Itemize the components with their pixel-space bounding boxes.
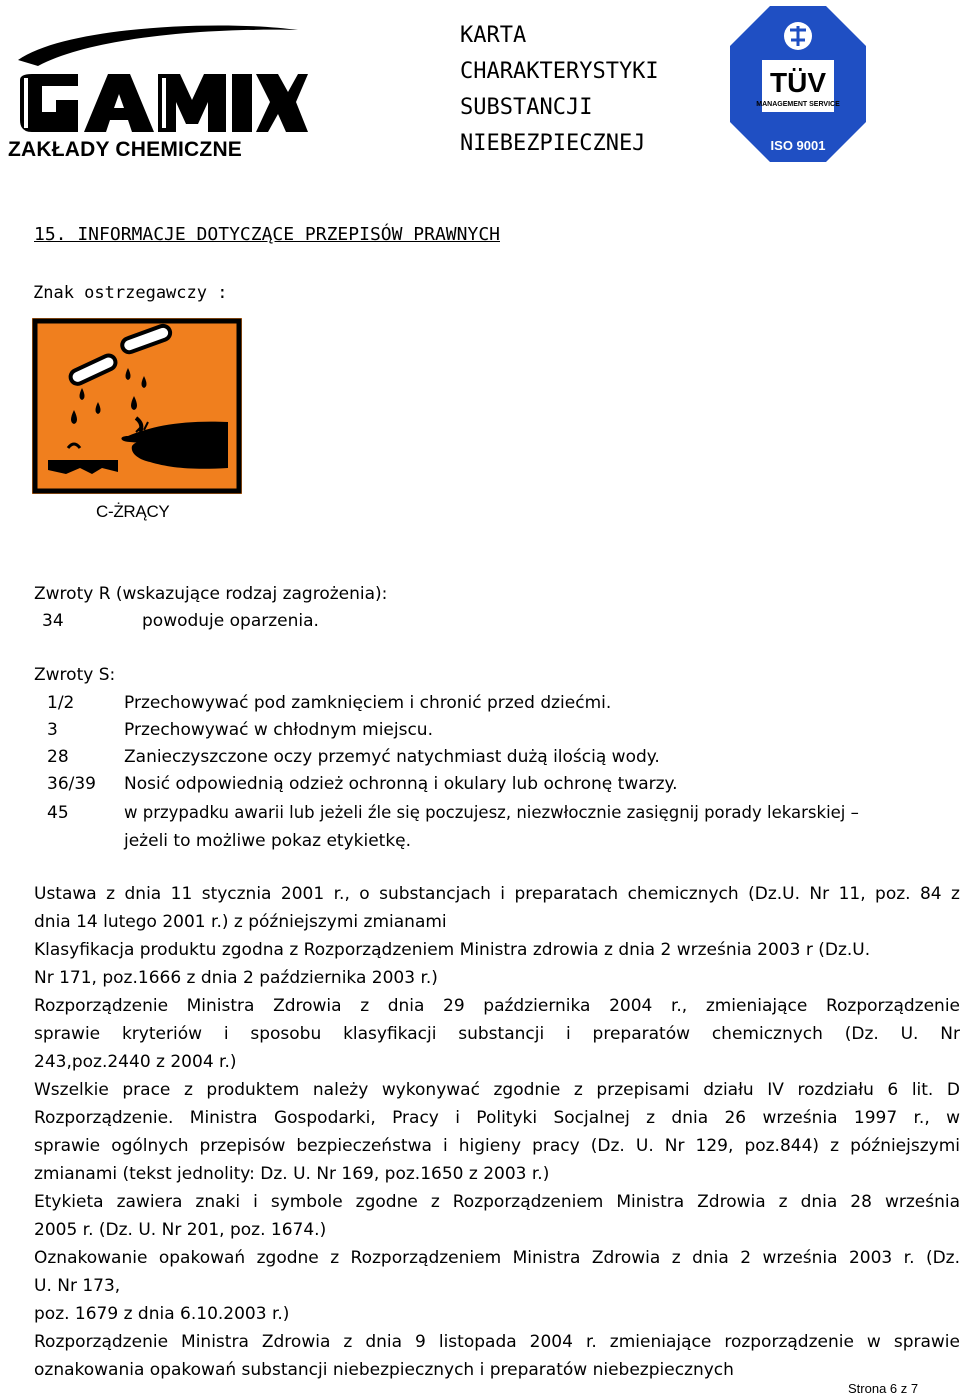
corrosive-hazard-symbol [32, 318, 242, 494]
management-service-label: MANAGEMENT SERVICE [756, 101, 840, 108]
tuv-label: TÜV [770, 67, 826, 98]
legal-line: sprawie kryteriów i sposobu klasyfikacji substancji i preparatów chemicznych (Dz. U. Nr [34, 1024, 960, 1044]
legal-line: Ustawa z dnia 11 stycznia 2001 r., o substancjach i preparatach chemicznych (Dz.U. Nr 11, poz. 84 z [34, 884, 960, 904]
legal-line: 2005 r. (Dz. U. Nr 201, poz. 1674.) [34, 1220, 327, 1240]
legal-line: 243,poz.2440 z 2004 r.) [34, 1052, 237, 1072]
section-title: 15. INFORMACJE DOTYCZĄCE PRZEPISÓW PRAWNYCH [34, 224, 500, 245]
legal-line: oznakowania opakowań substancji niebezpiecznych i preparatów niebezpiecznych [34, 1360, 734, 1380]
title-line: SUBSTANCJI [460, 95, 593, 120]
s-phrase-code: 28 [47, 747, 69, 767]
legal-line: Rozporządzenie Ministra Zdrowia z dnia 9 listopada 2004 r. zmieniające rozporządzenie w sprawie [34, 1332, 960, 1352]
legal-line: Rozporządzenie Ministra Zdrowia z dnia 29 października 2004 r., zmieniające Rozporządzenie [34, 996, 960, 1016]
tuv-octagon-icon [728, 4, 868, 164]
s-phrase-text: Przechowywać w chłodnym miejscu. [124, 720, 433, 740]
title-line: KARTA [460, 23, 527, 48]
legal-line: zmianami (tekst jednolity: Dz. U. Nr 169, poz.1650 z 2003 r.) [34, 1164, 550, 1184]
page-header [0, 0, 960, 172]
page-separator: z [897, 1381, 911, 1396]
s-phrase-text: Nosić odpowiednią odzież ochronną i okulary lub ochronę twarzy. [124, 774, 678, 794]
page-number [848, 1381, 918, 1396]
logo-subtitle: ZAKŁADY CHEMICZNE [8, 138, 243, 161]
s-phrase-text: Zanieczyszczone oczy przemyć natychmiast dużą ilością wody. [124, 747, 660, 767]
legal-line: Nr 171, poz.1666 z dnia 2 października 2003 r.) [34, 968, 438, 988]
r-phrase-code: 34 [42, 611, 64, 631]
iso-label: ISO 9001 [770, 138, 826, 153]
legal-references [34, 880, 960, 1384]
s-phrase-code: 1/2 [47, 693, 75, 713]
corrosive-icon [32, 318, 242, 494]
legal-line: U. Nr 173, [34, 1276, 121, 1296]
legal-line: Wszelkie prace z produktem należy wykonywać zgodnie z przepisami działu IV rozdziału 6 lit. D [34, 1080, 960, 1100]
s-phrase-text-continued: jeżeli to możliwe pokaz etykietkę. [124, 831, 412, 851]
hazard-symbol-name: C-ŻRĄCY [96, 502, 170, 521]
legal-line: Rozporządzenie. Ministra Gospodarki, Pracy i Polityki Socjalnej z dnia 26 września 1997 r., w [34, 1108, 960, 1128]
s-phrase-text: Przechowywać pod zamknięciem i chronić przed dziećmi. [124, 693, 612, 713]
warning-label: Znak ostrzegawczy : [33, 283, 228, 303]
company-logo [8, 20, 308, 161]
s-phrase-code: 45 [47, 803, 69, 823]
page-prefix: Strona [848, 1381, 890, 1396]
legal-line: Etykieta zawiera znaki i symbole zgodne z Rozporządzeniem Ministra Zdrowia z dnia 28 września [34, 1192, 960, 1212]
r-phrases-heading: Zwroty R (wskazujące rodzaj zagrożenia): [34, 584, 388, 604]
document-title [460, 18, 720, 162]
tuv-certification-badge [728, 4, 868, 164]
current-page: 6 [889, 1381, 898, 1396]
legal-line: Klasyfikacja produktu zgodna z Rozporządzeniem Ministra zdrowia z dnia 2 września 2003 r (Dz.U. [34, 940, 871, 960]
legal-line: poz. 1679 z dnia 6.10.2003 r.) [34, 1304, 290, 1324]
title-line: CHARAKTERYSTYKI [460, 59, 659, 84]
legal-line: dnia 14 lutego 2001 r.) z późniejszymi zmianami [34, 912, 447, 932]
r-phrase-text: powoduje oparzenia. [142, 611, 319, 631]
s-phrase-code: 36/39 [47, 774, 96, 794]
s-phrase-code: 3 [47, 720, 58, 740]
s-phrases-heading: Zwroty S: [34, 665, 116, 685]
s-phrase-text: w przypadku awarii lub jeżeli źle się poczujesz, niezwłocznie zasięgnij porady lekarskiej – [124, 803, 859, 822]
gamix-logo-icon [8, 20, 308, 138]
legal-line: Oznakowanie opakowań zgodne z Rozporządzeniem Ministra Zdrowia z dnia 2 września 2003 r. (Dz. [34, 1248, 960, 1268]
legal-line: sprawie ogólnych przepisów bezpieczeństwa i higieny pracy (Dz. U. Nr 129, poz.844) z późniejszymi [34, 1136, 960, 1156]
title-line: NIEBEZPIECZNEJ [460, 131, 646, 156]
total-pages: 7 [910, 1381, 919, 1396]
